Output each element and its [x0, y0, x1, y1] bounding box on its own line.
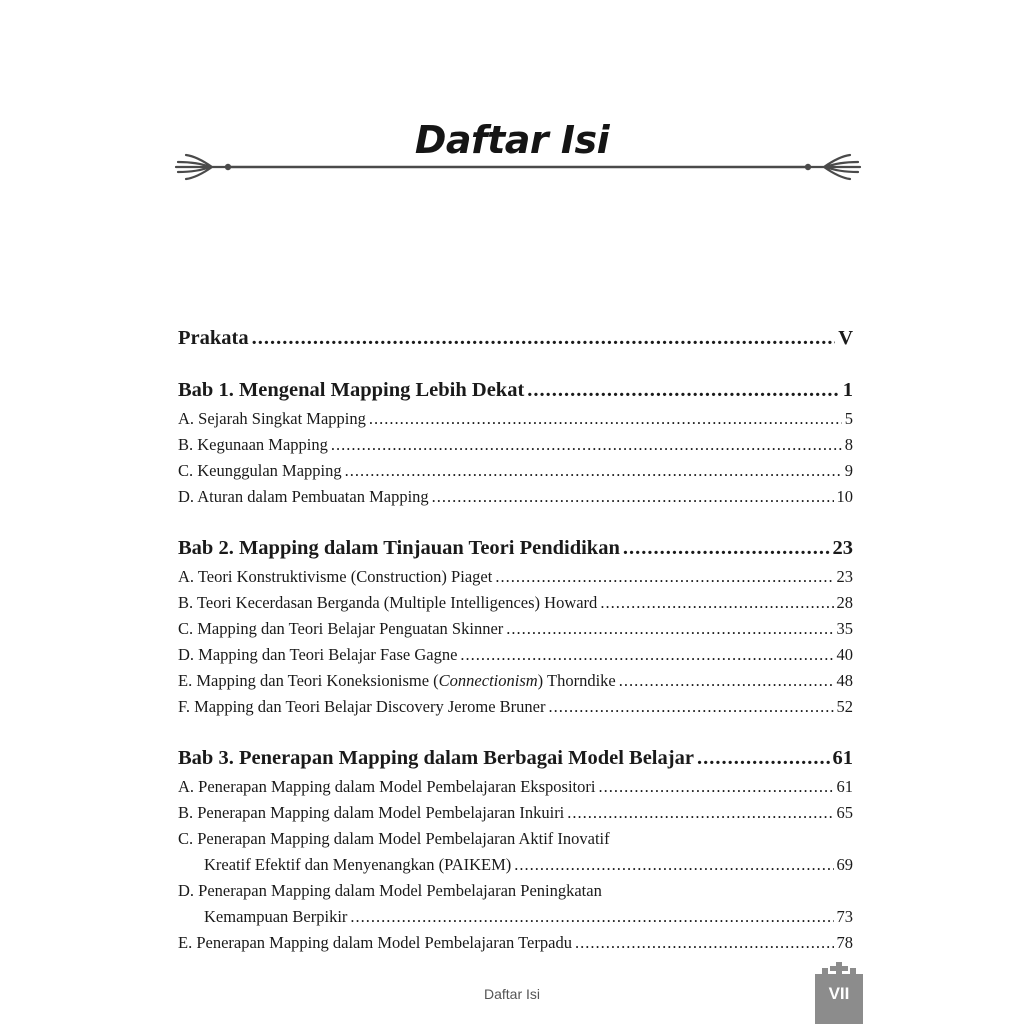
toc-entry[interactable]: [178, 616, 853, 642]
dot-leader: [619, 668, 834, 694]
toc-entry-label: A. Sejarah Singkat Mapping: [178, 409, 366, 428]
toc-entry-label-line1: C. Penerapan Mapping dalam Model Pembelajaran Aktif Inovatif: [178, 829, 610, 848]
dot-leader: [460, 642, 833, 668]
dot-leader: [697, 742, 830, 774]
toc-page-number: 65: [836, 803, 853, 822]
toc-entry-multiline[interactable]: [178, 878, 853, 930]
toc-entry-label: E. Penerapan Mapping dalam Model Pembelajaran Terpadu: [178, 933, 572, 952]
toc-chapter-2[interactable]: [178, 532, 853, 564]
dot-leader: [600, 590, 833, 616]
dot-leader: [598, 774, 833, 800]
dot-leader: [369, 406, 842, 432]
toc-page-number: V: [838, 327, 853, 349]
toc-entry[interactable]: [178, 668, 853, 694]
toc-chapter-1[interactable]: [178, 374, 853, 406]
toc-entry-label-line1: D. Penerapan Mapping dalam Model Pembelajaran Peningkatan: [178, 881, 602, 900]
toc-page-number: 35: [836, 619, 853, 638]
toc-page-number: 69: [836, 855, 853, 874]
toc-entry-label: [178, 668, 616, 694]
toc-entry-label-line2: Kemampuan Berpikir: [204, 907, 348, 926]
toc-entry-prakata[interactable]: [178, 322, 853, 354]
toc-entry-label: D. Mapping dan Teori Belajar Fase Gagne: [178, 645, 458, 664]
dot-leader: [527, 374, 839, 406]
toc-page-number: 5: [844, 409, 853, 428]
dot-leader: [514, 852, 833, 878]
toc-page-number: 9: [844, 461, 853, 480]
page-number: VII: [828, 984, 850, 1003]
toc-page-number: 73: [836, 907, 853, 926]
toc-entry-label: C. Keunggulan Mapping: [178, 461, 342, 480]
toc-entry-label: C. Mapping dan Teori Belajar Penguatan Skinner: [178, 619, 504, 638]
dot-leader: [252, 322, 836, 354]
dot-leader: [623, 532, 830, 564]
toc-entry-label: A. Teori Konstruktivisme (Construction) Piaget: [178, 567, 493, 586]
label-text: ) Thorndike: [537, 671, 616, 690]
toc-entry-label: Prakata: [178, 327, 249, 349]
dot-leader: [350, 904, 833, 930]
toc-page-number: 28: [836, 593, 853, 612]
toc-entry-label: Bab 3. Penerapan Mapping dalam Berbagai Model Belajar: [178, 747, 694, 769]
dot-leader: [567, 800, 833, 826]
toc-page-number: 23: [832, 537, 853, 559]
toc-entry[interactable]: [178, 406, 853, 432]
label-text: E. Mapping dan Teori Koneksionisme (: [178, 671, 439, 690]
toc-entry[interactable]: [178, 590, 853, 616]
toc-entry-label: F. Mapping dan Teori Belajar Discovery Jerome Bruner: [178, 697, 546, 716]
footer-section-label: Daftar Isi: [483, 986, 540, 1002]
toc-page-number: 78: [836, 933, 853, 952]
dot-leader: [548, 694, 833, 720]
toc-page-number: 61: [836, 777, 853, 796]
dot-leader: [345, 458, 842, 484]
toc-page-number: 48: [836, 671, 853, 690]
dot-leader: [331, 432, 842, 458]
toc-entry[interactable]: [178, 484, 853, 510]
toc-entry-label-line2: Kreatif Efektif dan Menyenangkan (PAIKEM): [204, 855, 512, 874]
toc-chapter-3[interactable]: [178, 742, 853, 774]
toc-entry-label: B. Kegunaan Mapping: [178, 435, 328, 454]
toc-entry-label: Bab 1. Mengenal Mapping Lebih Dekat: [178, 379, 525, 401]
label-italic-text: Connectionism: [438, 671, 538, 690]
table-of-contents: [178, 322, 853, 956]
dot-leader: [432, 484, 834, 510]
toc-entry[interactable]: [178, 432, 853, 458]
dot-leader: [506, 616, 833, 642]
toc-entry[interactable]: [178, 642, 853, 668]
toc-entry[interactable]: [178, 458, 853, 484]
toc-entry-label: B. Penerapan Mapping dalam Model Pembelajaran Inkuiri: [178, 803, 565, 822]
dot-leader: [495, 564, 833, 590]
toc-page-number: 52: [836, 697, 853, 716]
dot-leader: [575, 930, 834, 956]
toc-entry[interactable]: [178, 564, 853, 590]
toc-entry[interactable]: [178, 694, 853, 720]
toc-page-number: 1: [842, 379, 853, 401]
toc-page-number: 23: [836, 567, 853, 586]
title-divider-ornament: [172, 150, 864, 186]
toc-entry-label: B. Teori Kecerdasan Berganda (Multiple Intelligences) Howard: [178, 593, 598, 612]
toc-entry-label: A. Penerapan Mapping dalam Model Pembelajaran Ekspositori: [178, 777, 596, 796]
toc-entry-label: Bab 2. Mapping dalam Tinjauan Teori Pendidikan: [178, 537, 620, 559]
toc-page-number: 10: [836, 487, 853, 506]
toc-page-number: 8: [844, 435, 853, 454]
toc-entry[interactable]: [178, 800, 853, 826]
page-title: Daftar Isi: [414, 118, 610, 162]
toc-entry[interactable]: [178, 774, 853, 800]
toc-page-number: 40: [836, 645, 853, 664]
toc-entry[interactable]: [178, 930, 853, 956]
toc-entry-multiline[interactable]: [178, 826, 853, 878]
toc-entry-label: D. Aturan dalam Pembuatan Mapping: [178, 487, 429, 506]
toc-page-number: 61: [832, 747, 853, 769]
